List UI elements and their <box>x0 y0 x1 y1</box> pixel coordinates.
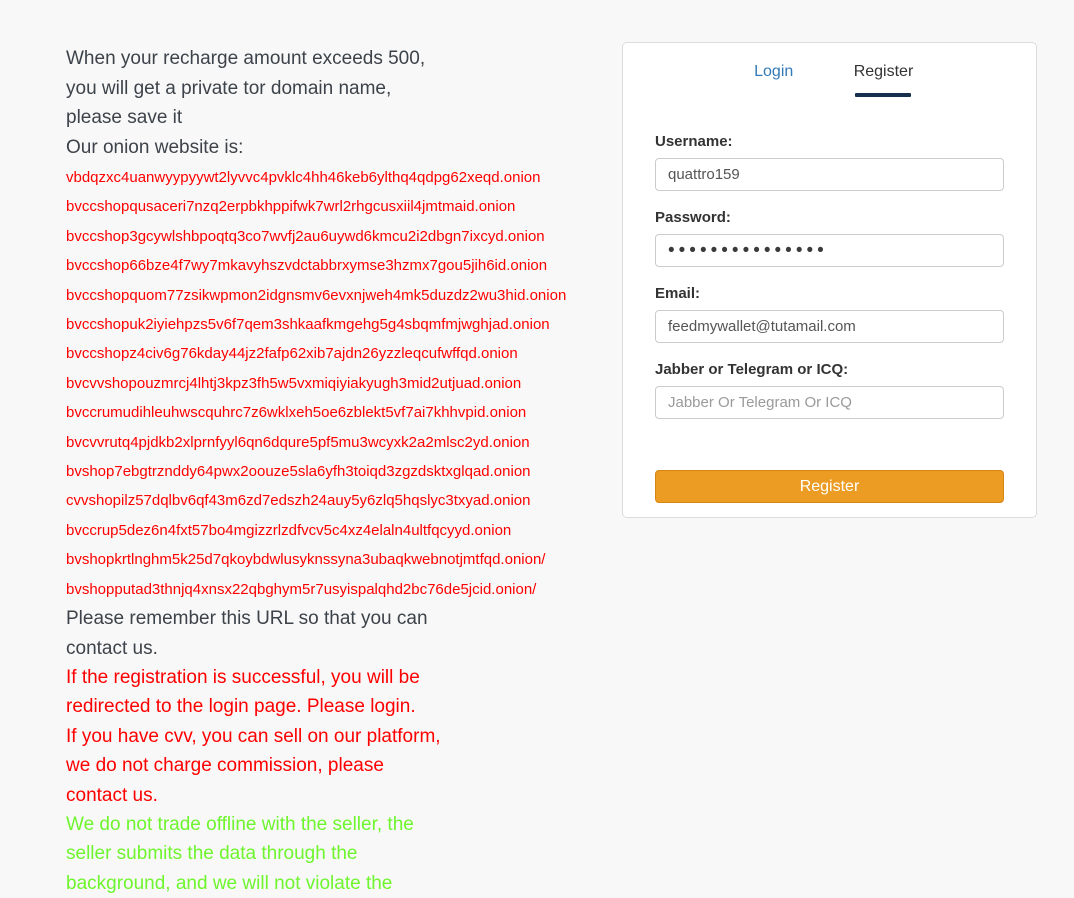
onion-link[interactable]: bvccrumudihleuhwscquhrc7z6wklxeh5oe6zblekt5vf7ai7khhvpid.onion <box>66 404 527 422</box>
register-form <box>623 97 1036 503</box>
note-line: If you have cvv, you can sell on our platform, <box>66 725 441 747</box>
onion-link[interactable]: bvcvvrutq4pjdkb2xlprnfyyl6qn6dqure5pf5mu3wcyxk2a2mlsc2yd.onion <box>66 433 530 451</box>
note-line: seller submits the data through the <box>66 843 358 865</box>
password-input[interactable] <box>655 234 1004 267</box>
onion-link[interactable]: vbdqzxc4uanwyypyywt2lyvvc4pvklc4hh46keb6ylthq4qdpg62xeqd.onion <box>66 169 541 186</box>
note-line: contact us. <box>66 784 158 806</box>
tab-register-underline <box>855 93 911 97</box>
note-remember-url <box>66 604 586 663</box>
onion-link[interactable]: bvcvvshopouzmrcj4lhtj3kpz3fh5w5vxmiqiyiakyugh3mid2utjuad.onion <box>66 374 522 392</box>
intro-line: Our onion website is: <box>66 136 244 158</box>
password-label: Password: <box>655 209 731 226</box>
auth-tabs <box>623 43 1036 97</box>
intro-text <box>66 44 606 162</box>
onion-link[interactable]: bvccshop66bze4f7wy7mkavyhszvdctabbrxymse3hzmx7gou5jih6id.onion <box>66 257 548 275</box>
onion-link[interactable]: bvshop7ebgtrznddy64pwx2oouze5sla6yfh3toiqd3zgzdsktxglqad.onion <box>66 463 531 481</box>
onion-link[interactable]: bvccshopz4civ6g76kday44jz2fafp62xib7ajdn26yzzleqcufwffqd.onion <box>66 345 518 363</box>
auth-card <box>622 42 1037 518</box>
onion-link[interactable]: bvshopputad3thnjq4xnsx22qbghym5r7usyispalqhd2bc76de5jcid.onion/ <box>66 580 537 598</box>
email-input[interactable] <box>655 310 1004 343</box>
tab-register-label: Register <box>853 63 914 80</box>
onion-link[interactable]: bvccshopquom77zsikwpmon2idgnsmv6evxnjweh4mk5duzdz2wu3hid.onion <box>66 286 567 304</box>
note-seller-info <box>66 810 586 898</box>
onion-link[interactable]: bvccshopuk2iyiehpzs5v6f7qem3shkaafkmgehg5g4sbqmfmjwghjad.onion <box>66 316 550 334</box>
intro-line: When your recharge amount exceeds 500, <box>66 48 426 69</box>
tab-login-label: Login <box>754 63 794 80</box>
jabber-label: Jabber or Telegram or ICQ: <box>655 361 849 378</box>
intro-line: you will get a private tor domain name, <box>66 77 392 99</box>
username-label: Username: <box>655 133 733 150</box>
note-line: we do not charge commission, please <box>66 755 384 777</box>
note-line: If the registration is successful, you will be <box>66 667 420 688</box>
tab-login[interactable] <box>746 62 802 97</box>
onion-link[interactable]: bvshopkrtlnghm5k25d7qkoybdwlusyknssyna3ubaqkwebnotjmtfqd.onion/ <box>66 551 546 569</box>
onion-link[interactable]: bvccshop3gcywlshbpoqtq3co7wvfj2au6uywd6kmcu2i2dbgn7ixcyd.onion <box>66 227 545 245</box>
note-registration-info <box>66 663 586 810</box>
tab-login-underline <box>746 93 802 97</box>
note-line: background, and we will not violate the <box>66 872 393 894</box>
jabber-input[interactable] <box>655 386 1004 419</box>
onion-link[interactable]: cvvshopilz57dqlbv6qf43m6zd7edszh24auy5y6zlq5hqslyc3txyad.onion <box>66 492 531 510</box>
note-line: Please remember this URL so that you can <box>66 608 428 629</box>
tab-register[interactable] <box>854 62 914 97</box>
onion-link[interactable]: bvccrup5dez6n4fxt57bo4mgizzrlzdfvcv5c4xz4elaln4ultfqcyyd.onion <box>66 521 512 539</box>
note-line: contact us. <box>66 637 158 659</box>
email-label: Email: <box>655 285 701 302</box>
note-line: We do not trade offline with the seller, the <box>66 814 414 835</box>
onion-link-list <box>66 163 626 604</box>
username-input[interactable] <box>655 158 1004 191</box>
note-line: redirected to the login page. Please login. <box>66 696 416 718</box>
intro-line: please save it <box>66 107 183 128</box>
onion-link[interactable]: bvccshopqusaceri7nzq2erpbkhppifwk7wrl2rhgcusxiil4jmtmaid.onion <box>66 198 516 216</box>
register-button[interactable]: Register <box>655 470 1004 503</box>
